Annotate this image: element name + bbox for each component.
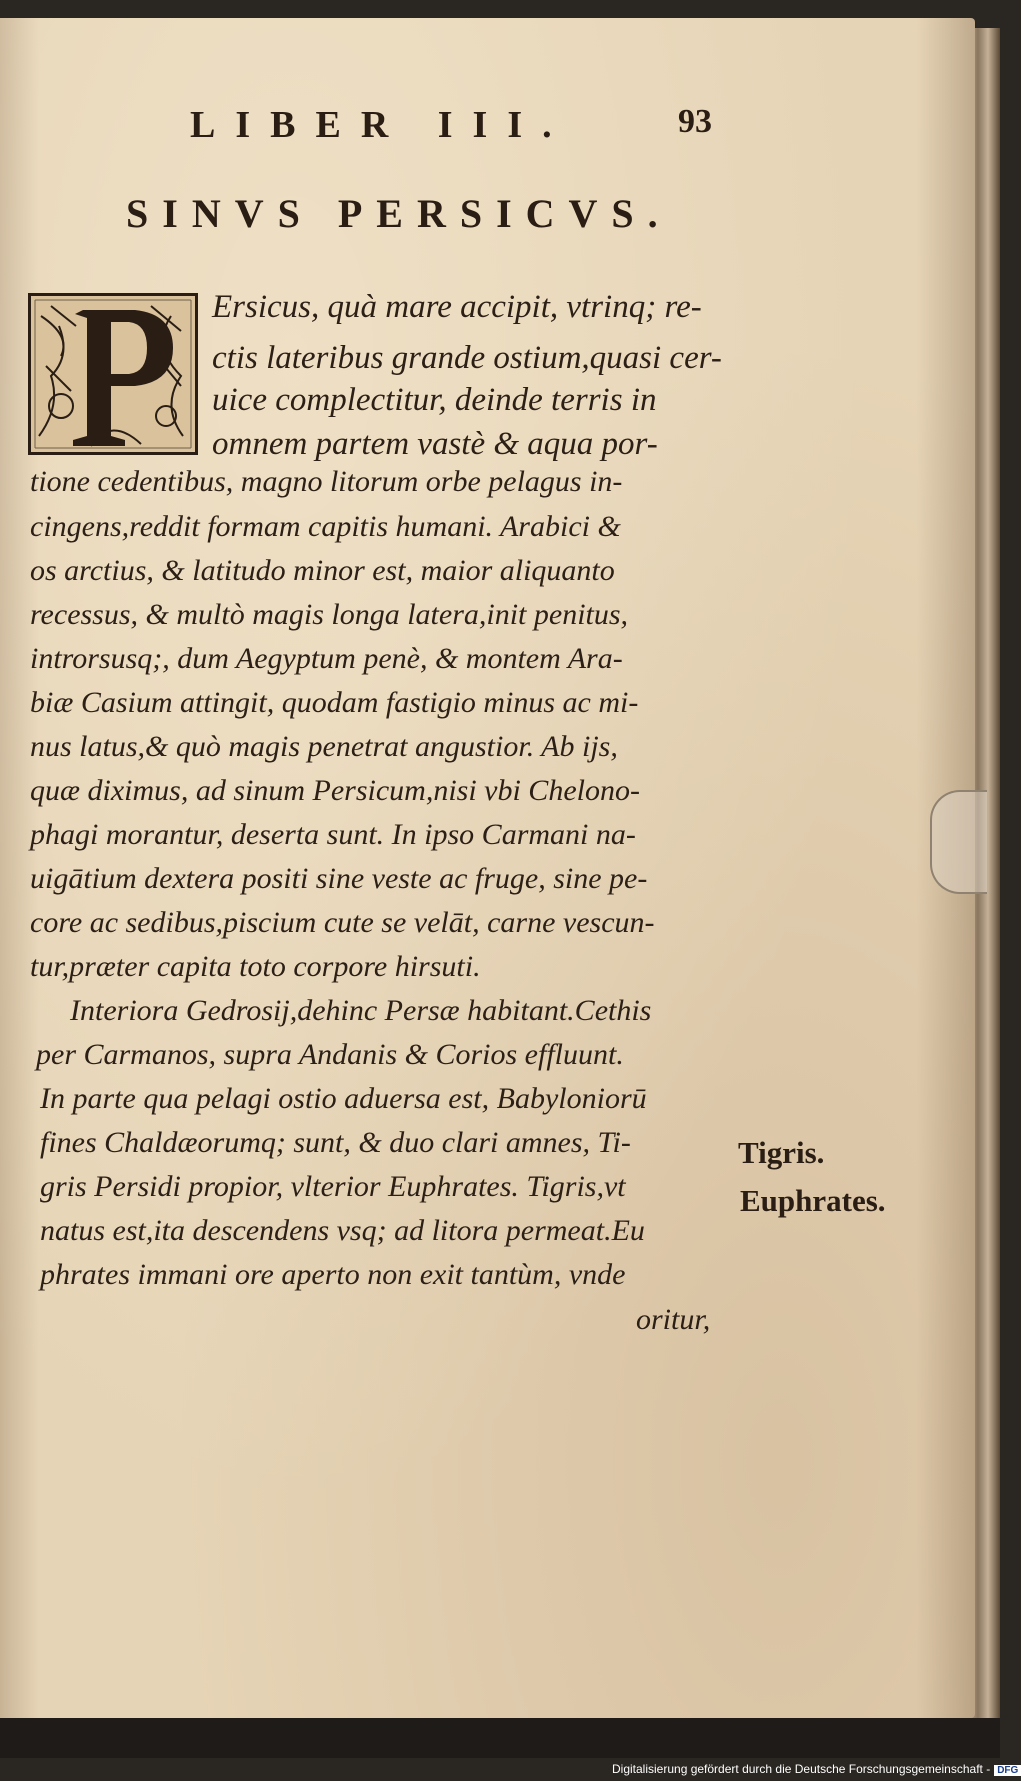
woodcut-initial-image [31, 296, 195, 452]
text-line: phrates immani ore aperto non exit tantùm, vnde [40, 1258, 626, 1291]
text-line: introrsusq;, dum Aegyptum penè, & montem Ara- [30, 642, 623, 675]
text-line: natus est,ita descendens vsq; ad litora permeat.Eu [40, 1214, 645, 1247]
text-line: nus latus,& quò magis penetrat angustior. Ab ijs, [30, 730, 618, 763]
text-line: tur,præter capita toto corpore hirsuti. [30, 950, 481, 983]
text-line: Interiora Gedrosij,dehinc Persæ habitant.Cethis [70, 994, 652, 1027]
margin-note-euphrates: Euphrates. [740, 1183, 886, 1218]
margin-note-tigris: Tigris. [738, 1135, 825, 1170]
decorated-initial [28, 293, 198, 455]
credit-text: Digitalisierung gefördert durch die Deutsche Forschungsgemeinschaft - [612, 1762, 991, 1776]
text-line: biæ Casium attingit, quodam fastigio minus ac mi- [30, 686, 639, 719]
text-line: os arctius, & latitudo minor est, maior aliquanto [30, 554, 615, 587]
text-line: uice complectitur, deinde terris in [212, 382, 657, 418]
text-line: recessus, & multò magis longa latera,init penitus, [30, 598, 629, 631]
text-line: gris Persidi propior, vlterior Euphrates. Tigris,vt [40, 1170, 626, 1203]
text-line: tione cedentibus, magno litorum orbe pelagus in- [30, 465, 623, 498]
text-line: omnem partem vastè & aqua por- [212, 426, 658, 462]
text-line: per Carmanos, supra Andanis & Corios effluunt. [36, 1038, 624, 1071]
text-line: ctis lateribus grande ostium,quasi cer- [212, 340, 722, 376]
text-line: phagi morantur, deserta sunt. In ipso Carmani na- [30, 818, 636, 851]
text-line: In parte qua pelagi ostio aduersa est, Babyloniorū [40, 1082, 647, 1115]
catchword: oritur, [636, 1303, 711, 1336]
bottom-band [0, 1718, 1000, 1758]
text-line: uigātium dextera positi sine veste ac fruge, sine pe- [30, 862, 648, 895]
text-line: Ersicus, quà mare accipit, vtrinq; re- [212, 289, 702, 325]
text-line: core ac sedibus,piscium cute se velāt, carne vescun- [30, 906, 655, 939]
text-line: cingens,reddit formam capitis humani. Arabici & [30, 510, 621, 543]
page-number: 93 [678, 103, 712, 140]
dfg-logo: DFG [994, 1765, 1021, 1776]
digitization-credit [612, 1762, 1021, 1776]
text-line: quæ diximus, ad sinum Persicum,nisi vbi Chelono- [30, 774, 640, 807]
running-head: LIBER III. [190, 104, 572, 146]
chapter-title: SINVS PERSICVS. [126, 191, 672, 236]
text-line: fines Chaldæorumq; sunt, & duo clari amnes, Ti- [40, 1126, 631, 1159]
